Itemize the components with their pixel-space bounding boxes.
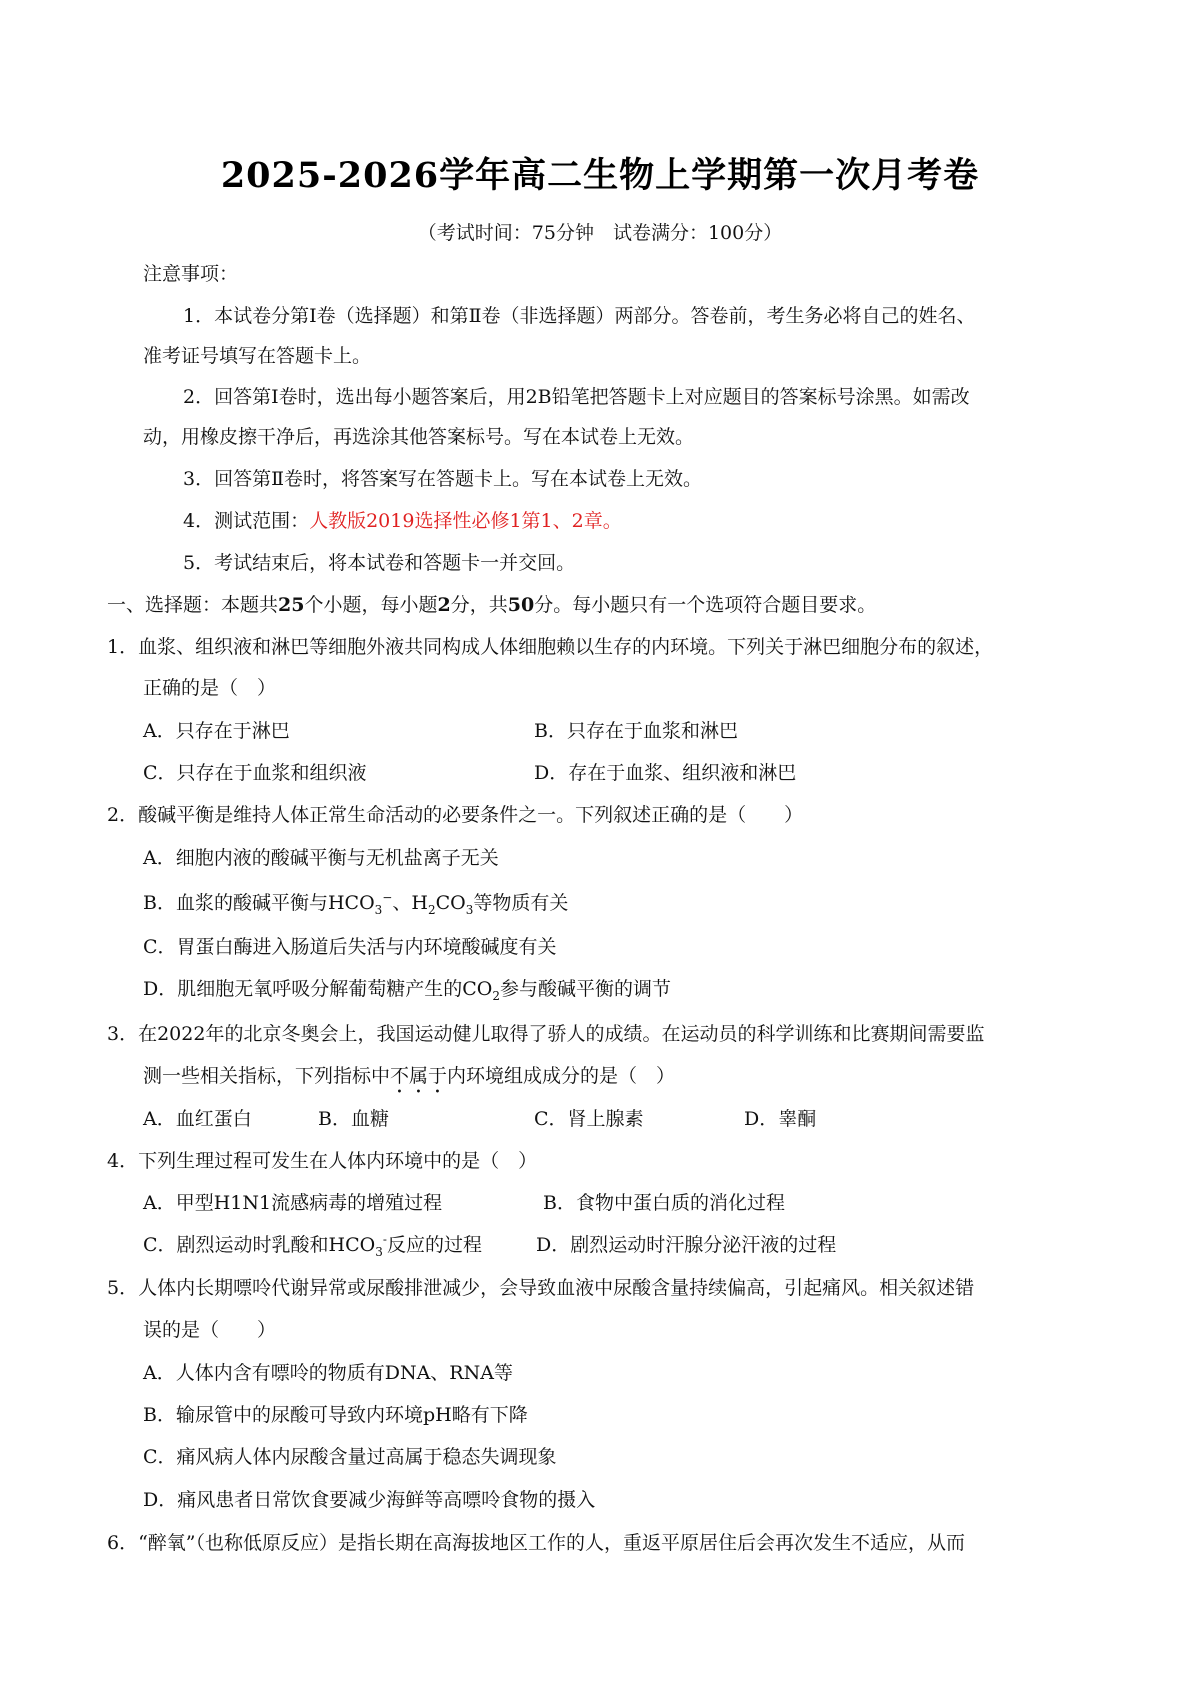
q5-stem-line-1: 5．人体内长期嘌呤代谢异常或尿酸排泄减少，会导致血液中尿酸含量持续偏高，引起痛风。相关叙述错 [107, 1277, 975, 1299]
q3-stem-line-1: 3．在2022年的北京冬奥会上，我国运动健儿取得了骄人的成绩。在运动员的科学训练和比赛期间需要监 [107, 1023, 985, 1045]
points-total: 50 [507, 594, 535, 616]
subscript: 3 [374, 902, 383, 917]
q3-option-c: C．肾上腺素 [534, 1108, 644, 1130]
q4-option-a: A．甲型H1N1流感病毒的增殖过程 [143, 1192, 443, 1214]
q5-stem-line-2: 误的是（ ） [143, 1319, 277, 1341]
notes-heading: 注意事项： [143, 263, 239, 285]
q3-option-b: B．血糖 [318, 1108, 389, 1130]
q2-stem: 2．酸碱平衡是维持人体正常生命活动的必要条件之一。下列叙述正确的是（ ） [107, 804, 804, 826]
q4-option-c [143, 1232, 482, 1258]
test-scope: 人教版2019选择性必修1第1、2章。 [309, 510, 622, 532]
note-1-line-2: 准考证号填写在答题卡上。 [143, 345, 372, 367]
co2-formula: CO [462, 978, 493, 1000]
q2-d-tail: 参与酸碱平衡的调节 [500, 978, 672, 1000]
section-1-heading [107, 592, 876, 618]
section-text-4: 分。每小题只有一个选项符合题目要求。 [534, 594, 877, 616]
q4-stem: 4．下列生理过程可发生在人体内环境中的是（ ） [107, 1150, 538, 1172]
note-1-line-1: 1．本试卷分第Ⅰ卷（选择题）和第Ⅱ卷（非选择题）两部分。答卷前，考生务必将自己的姓名、 [183, 305, 976, 327]
q4-c-tail: 反应的过程 [386, 1234, 482, 1256]
charge: - [382, 1232, 387, 1247]
q5-option-d: D．痛风患者日常饮食要减少海鲜等高嘌呤食物的摄入 [143, 1489, 596, 1511]
question-count: 25 [278, 594, 305, 616]
q3-text: 测一些相关指标，下列指标中 [143, 1065, 391, 1087]
q2-b-text: B．血浆的酸碱平衡与 [143, 892, 328, 914]
q2-option-d [143, 976, 671, 1002]
charge: − [382, 890, 393, 905]
q4-option-d: D．剧烈运动时汗腺分泌汗液的过程 [536, 1234, 837, 1256]
note-2-line-1: 2．回答第Ⅰ卷时，选出每小题答案后，用2B铅笔把答题卡上对应题目的答案标号涂黑。如需改 [183, 386, 970, 408]
q5-option-b: B．输尿管中的尿酸可导致内环境pH略有下降 [143, 1404, 528, 1426]
q3-option-d: D．睾酮 [744, 1108, 817, 1130]
section-text-2: 个小题，每小题 [304, 594, 438, 616]
carbonic-acid-formula: 、H [392, 892, 428, 914]
q2-d-text: D．肌细胞无氧呼吸分解葡萄糖产生的 [143, 978, 463, 1000]
q2-option-a: A．细胞内液的酸碱平衡与无机盐离子无关 [143, 847, 499, 869]
exam-info: （考试时间：75分钟 试卷满分：100分） [417, 222, 783, 244]
subscript: 3 [375, 1244, 383, 1259]
bicarbonate-formula: HCO [327, 892, 375, 914]
subscript: 2 [492, 988, 500, 1003]
note-4-prefix: 4．测试范围： [183, 510, 310, 532]
q3-option-a: A．血红蛋白 [143, 1108, 252, 1130]
note-3: 3．回答第Ⅱ卷时，将答案写在答题卡上。写在本试卷上无效。 [183, 468, 703, 490]
q4-option-b: B．食物中蛋白质的消化过程 [543, 1192, 785, 1214]
q3-stem-line-2 [143, 1063, 675, 1098]
q5-option-c: C．痛风病人体内尿酸含量过高属于稳态失调现象 [143, 1446, 557, 1468]
section-text-1: 一、选择题：本题共 [107, 594, 279, 616]
q4-c-text: C．剧烈运动时乳酸和HCO [143, 1234, 376, 1256]
q1-option-d: D．存在于血浆、组织液和淋巴 [534, 762, 797, 784]
q1-stem-line-1: 1．血浆、组织液和淋巴等细胞外液共同构成人体细胞赖以生存的内环境。下列关于淋巴细胞分布的叙述， [107, 636, 994, 658]
subscript: 3 [465, 902, 474, 917]
emphasis-not-belong: 不属于 [390, 1065, 448, 1087]
q1-option-a: A．只存在于淋巴 [143, 720, 290, 742]
page-title: 2025-2026学年高二生物上学期第一次月考卷 [220, 155, 980, 196]
q1-option-b: B．只存在于血浆和淋巴 [534, 720, 738, 742]
q2-option-b [143, 890, 568, 916]
subscript: 2 [427, 902, 436, 917]
note-5: 5．考试结束后，将本试卷和答题卡一并交回。 [183, 552, 576, 574]
points-each: 2 [437, 594, 451, 616]
note-2-line-2: 动，用橡皮擦干净后，再选涂其他答案标号。写在本试卷上无效。 [143, 426, 695, 448]
q1-stem-line-2: 正确的是（ ） [143, 677, 277, 699]
q1-option-c: C．只存在于血浆和组织液 [143, 762, 367, 784]
q2-option-c: C．胃蛋白酶进入肠道后失活与内环境酸碱度有关 [143, 936, 557, 958]
q6-stem-line-1: 6．“醉氧”（也称低原反应）是指长期在高海拔地区工作的人，重返平原居住后会再次发生不适应，从而 [107, 1532, 966, 1554]
q5-option-a: A．人体内含有嘌呤的物质有DNA、RNA等 [143, 1362, 513, 1384]
q3-text-tail: 内环境组成成分的是（ ） [447, 1065, 676, 1087]
note-4 [183, 508, 622, 534]
section-text-3: 分，共 [450, 594, 508, 616]
q2-b-tail: 等物质有关 [473, 892, 569, 914]
carbonic-acid-co: CO [435, 892, 466, 914]
